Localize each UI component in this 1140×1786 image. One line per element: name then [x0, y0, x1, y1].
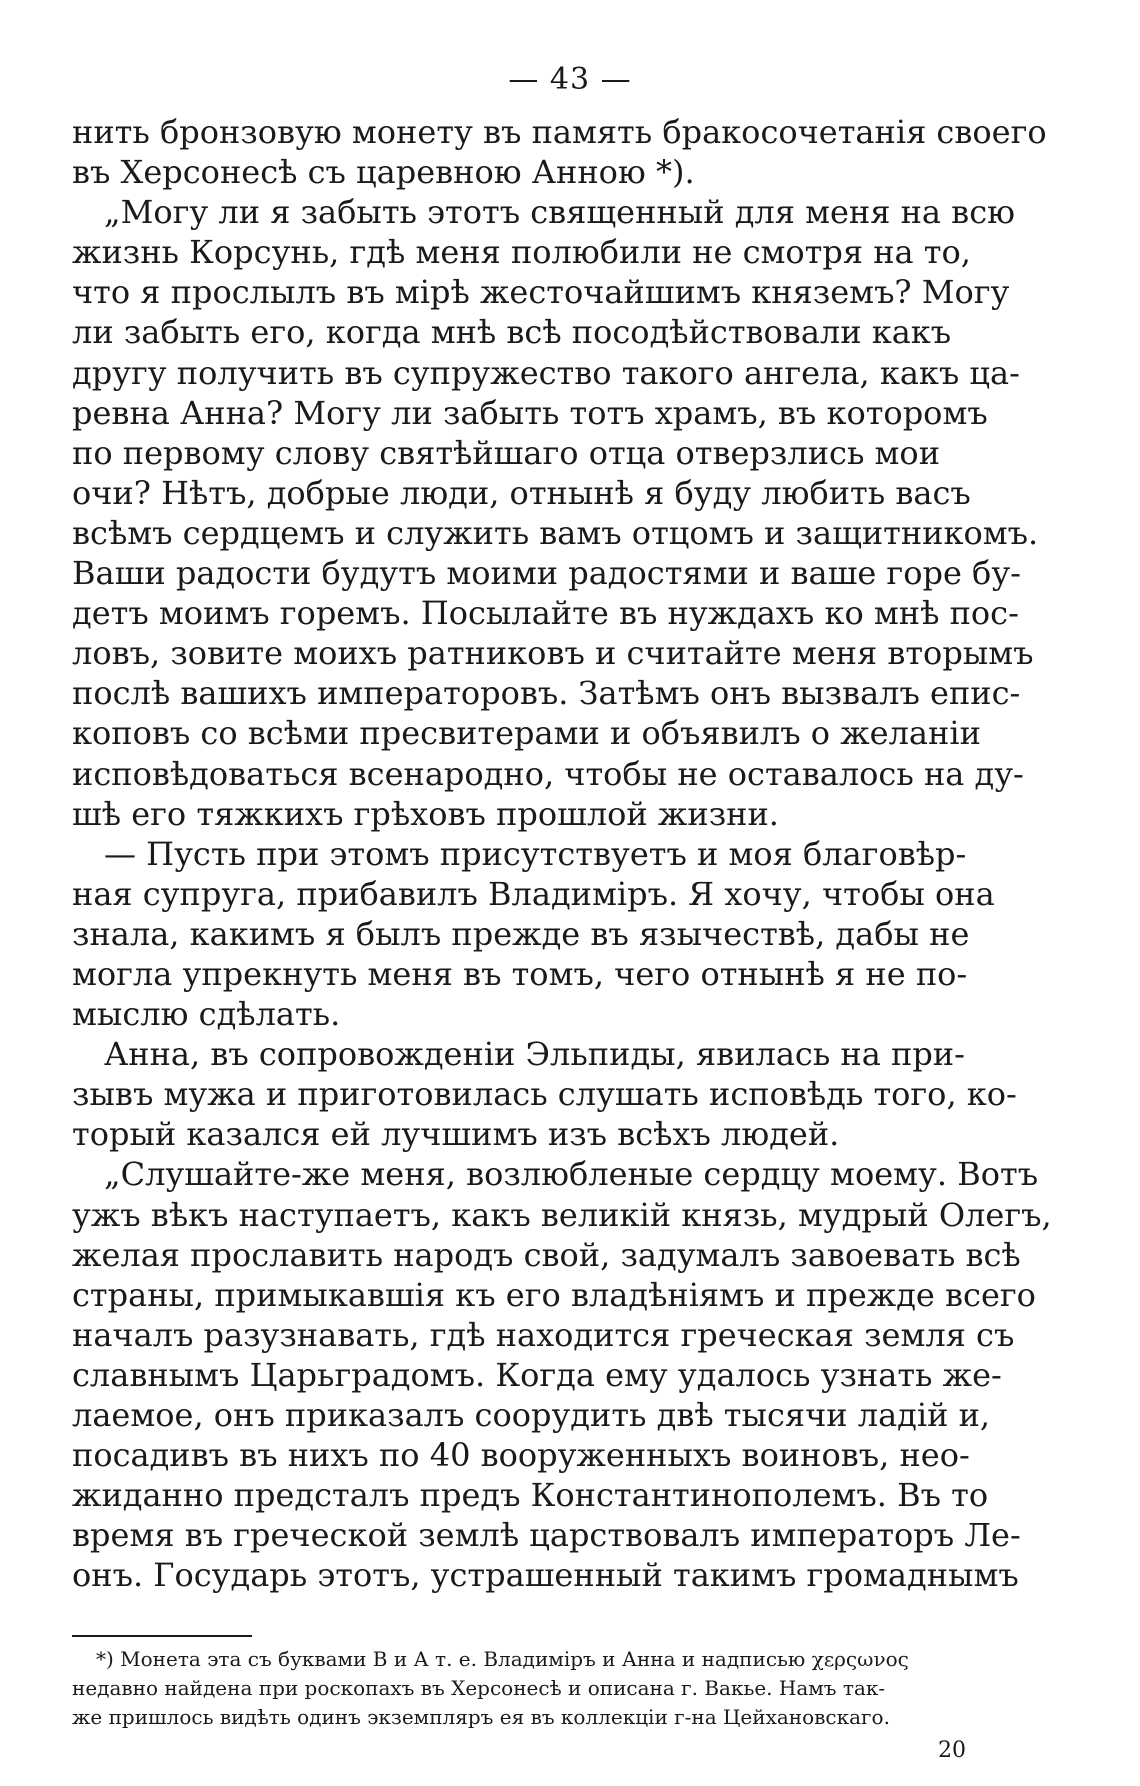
- text-line: что я прослылъ въ мірѣ жесточайшимъ княземъ? Могу: [72, 273, 1010, 312]
- text-line: „Могу ли я забыть этотъ священный для меня на всю: [104, 193, 1015, 232]
- text-line: желая прославить народъ свой, задумалъ завоевать всѣ: [72, 1235, 1021, 1274]
- text-line: коповъ со всѣми пресвитерами и объявилъ о желаніи: [72, 714, 981, 753]
- text-line: ная супруга, прибавилъ Владиміръ. Я хочу, чтобы она: [72, 874, 995, 913]
- text-line: зывъ мужа и приготовилась слушать исповѣдь того, ко-: [72, 1075, 1017, 1114]
- text-line: Ваши радости будутъ моими радостями и ваше горе бу-: [72, 554, 1021, 593]
- text-line: исповѣдоваться всенародно, чтобы не оставалось на ду-: [72, 754, 1024, 793]
- text-line: ловъ, зовите моихъ ратниковъ и считайте меня вторымъ: [72, 634, 1034, 673]
- text-line: — Пусть при этомъ присутствуетъ и моя благовѣр-: [104, 834, 967, 873]
- text-line: Анна, въ сопровожденіи Эльпиды, явилась на при-: [104, 1035, 965, 1074]
- text-line: ужъ вѣкъ наступаетъ, какъ великій князь, мудрый Олегъ,: [72, 1195, 1052, 1234]
- signature-mark: 20: [938, 1738, 966, 1763]
- text-line: жиданно предсталъ предъ Константинополемъ. Въ то: [72, 1476, 989, 1515]
- text-line: мыслю сдѣлать.: [72, 995, 341, 1034]
- footnote-line: недавно найдена при роскопахъ въ Херсонесѣ и описана г. Вакье. Намъ так-: [72, 1676, 886, 1700]
- text-line: жизнь Корсунь, гдѣ меня полюбили не смотря на то,: [72, 233, 971, 272]
- text-line: началъ разузнавать, гдѣ находится греческая земля съ: [72, 1315, 1015, 1354]
- text-line: онъ. Государь этотъ, устрашенный такимъ громаднымъ: [72, 1556, 1019, 1595]
- text-line: другу получить въ супружество такого ангела, какъ ца-: [72, 353, 1020, 392]
- text-line: послѣ вашихъ императоровъ. Затѣмъ онъ вызвалъ епис-: [72, 674, 1021, 713]
- text-line: посадивъ въ нихъ по 40 вооруженныхъ воиновъ, нео-: [72, 1436, 970, 1475]
- body-text: [72, 112, 1064, 1595]
- text-line: всѣмъ сердцемъ и служить вамъ отцомъ и защитникомъ.: [72, 513, 1039, 552]
- footnote-line: же пришлось видѣть одинъ экземпляръ ея въ коллекціи г-на Цейхановскаго.: [72, 1705, 890, 1729]
- text-line: „Слушайте-же меня, возлюбленые сердцу моему. Вотъ: [104, 1155, 1039, 1194]
- page-number: — 43 —: [508, 62, 632, 97]
- footnote-divider: [72, 1635, 252, 1637]
- text-line: ревна Анна? Могу ли забыть тотъ храмъ, въ которомъ: [72, 393, 988, 432]
- footnote: [72, 1645, 1064, 1732]
- text-line: въ Херсонесѣ съ царевною Анною *).: [72, 153, 695, 192]
- text-line: страны, примыкавшія къ его владѣніямъ и прежде всего: [72, 1275, 1036, 1314]
- text-line: лаемое, онъ приказалъ соорудить двѣ тысячи ладій и,: [72, 1396, 991, 1434]
- text-line: по первому слову святѣйшаго отца отверзлись мои: [72, 433, 941, 472]
- text-line: нить бронзовую монету въ память бракосочетанія своего: [72, 113, 1047, 151]
- text-line: время въ греческой землѣ царствовалъ императоръ Ле-: [72, 1516, 1021, 1555]
- text-line: ли забыть его, когда мнѣ всѣ посодѣйствовали какъ: [72, 313, 952, 352]
- text-line: могла упрекнуть меня въ томъ, чего отнынѣ я не по-: [72, 954, 968, 993]
- text-line: очи? Нѣтъ, добрые люди, отнынѣ я буду любить васъ: [72, 473, 971, 512]
- text-line: детъ моимъ горемъ. Посылайте въ нуждахъ ко мнѣ пос-: [72, 594, 1019, 633]
- text-line: шѣ его тяжкихъ грѣховъ прошлой жизни.: [72, 794, 779, 833]
- text-line: знала, какимъ я былъ прежде въ язычествѣ, дабы не: [72, 914, 970, 953]
- text-line: торый казался ей лучшимъ изъ всѣхъ людей.: [72, 1115, 840, 1154]
- text-line: славнымъ Царьградомъ. Когда ему удалось узнать же-: [72, 1355, 1002, 1394]
- footnote-line: *) Монета эта съ буквами В и А т. е. Владиміръ и Анна и надписью χερςωνος: [96, 1647, 909, 1671]
